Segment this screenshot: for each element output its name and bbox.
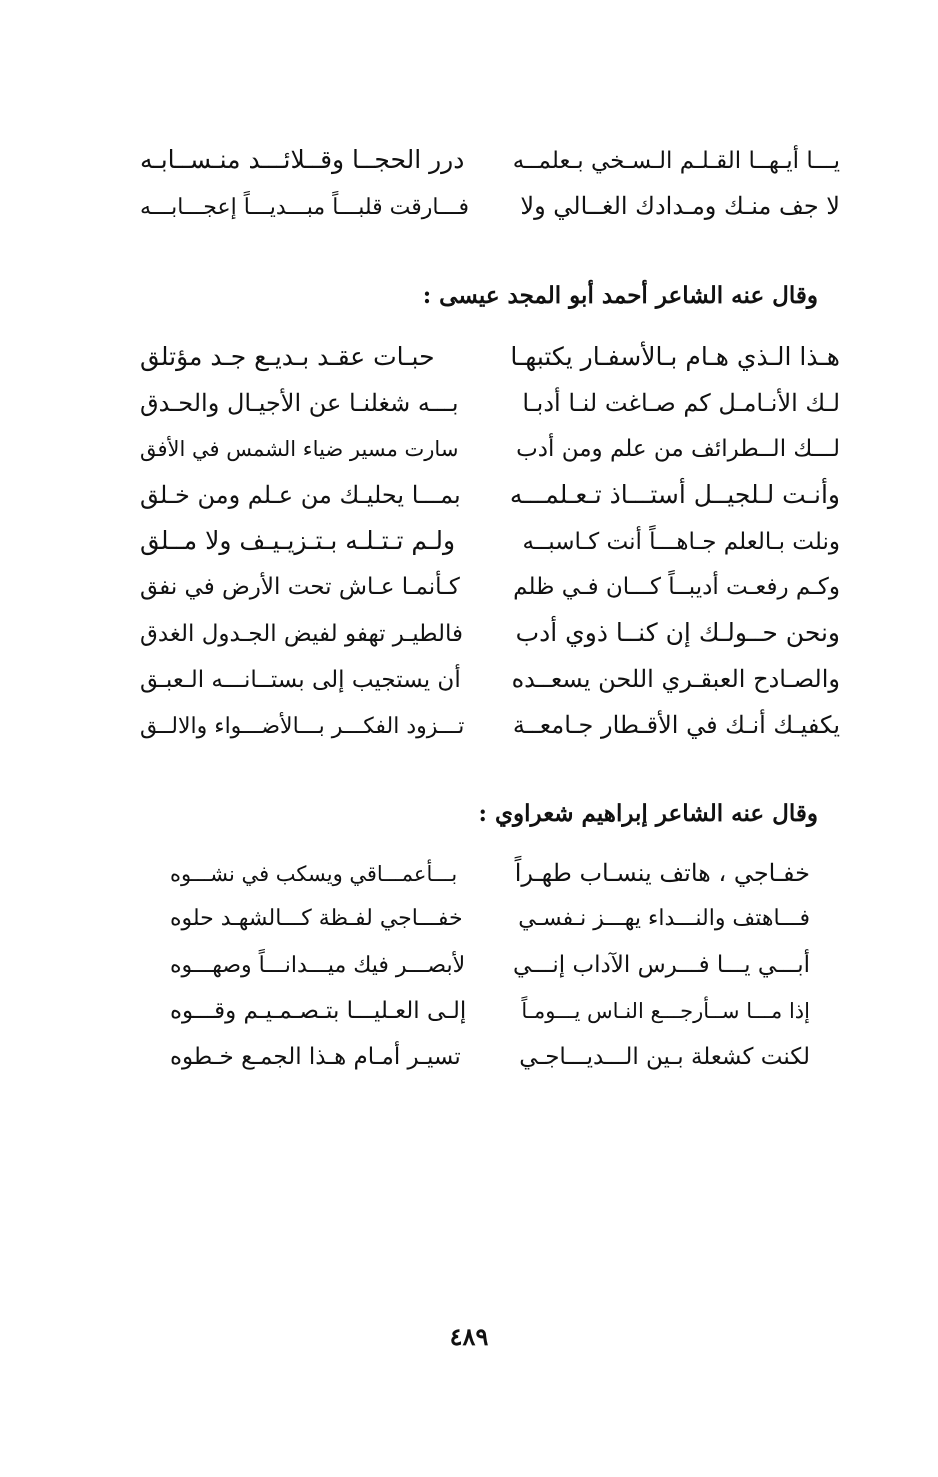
verse <box>140 334 840 380</box>
verse-first-hemistich: يـــا أيـهــا القـلـم الـسـخي بـعلمــه <box>512 148 840 174</box>
verse-first-hemistich: وكـم رفعـت أديبــاً كـــان فـي ظلم <box>513 574 840 600</box>
poem-intro-ibrahim-shaarawi: وقال عنه الشاعر إبراهيم شعراوي : <box>478 800 818 827</box>
verse-second-hemistich: بـــه شغلنـا عن الأجيـال والحـدق <box>140 389 459 417</box>
verse <box>170 896 810 942</box>
verse-second-hemistich: تسيـر أمـام هـذا الجمـع خـطوه <box>170 1044 461 1070</box>
verse-second-hemistich: كـأنمـا عـاش تحت الأرض في نفق <box>140 574 460 600</box>
verse <box>140 136 840 183</box>
verse-second-hemistich: درر الحجــا وقــلائـــد منـســابـه <box>140 145 465 174</box>
verse-first-hemistich: هـذا الـذي هـام بـالأسفـار يكتبهـا <box>510 342 840 371</box>
verse <box>140 702 840 748</box>
poem-intro-ahmad-abu-al-majd: وقال عنه الشاعر أحمد أبو المجد عيسى : <box>422 282 818 309</box>
verse-second-hemistich: حبـات عقـد بـديـع جـد مؤتلق <box>140 342 435 371</box>
verse-first-hemistich: ونلت بـالعلم جـاهـــاً أنت كـاسبــه <box>522 529 840 555</box>
verse-second-hemistich: لأبصـــر فيك ميـــدانـــاً وصهـــوه <box>170 953 466 978</box>
verse-first-hemistich: لـك الأنـامـل كم صـاغت لنـا أدبـا <box>522 389 840 417</box>
verse <box>170 850 810 896</box>
verse <box>140 380 840 426</box>
verse-first-hemistich: لـــك الــطرائف من علم ومن أدب <box>516 436 840 462</box>
verse <box>140 183 840 230</box>
poem-opening <box>140 136 840 230</box>
verse <box>140 656 840 702</box>
verse-first-hemistich: إذا مـــا ســأرجـــع النـاس يـــومـاً <box>521 999 810 1023</box>
verse-first-hemistich: فـــاهتف والنـــداء يهـــز نـفسـي <box>518 906 810 931</box>
verse <box>140 472 840 518</box>
verse-second-hemistich: فـــارقت قلبـــاً مبـــديـــاً إعجـــابـــه <box>140 195 469 220</box>
verse-first-hemistich: لكنت كشعلة بـين الـــديـــاجـي <box>519 1044 810 1070</box>
verse-second-hemistich: تـــزود الفكـــر بـــالأضـــواء والالــق <box>140 714 465 739</box>
page-number: ٤٨٩ <box>449 1322 489 1351</box>
verse-second-hemistich: فالطيـر تهفو لفيض الجـدول الغدق <box>140 621 464 647</box>
verse-first-hemistich: أبـــي يـــا فـــرس الآداب إنـــي <box>513 952 810 978</box>
poem-ibrahim-shaarawi <box>170 850 810 1080</box>
verse-first-hemistich: وأنـت لـلجيــل أستـــاذ تـعـلمـــه <box>509 480 840 509</box>
verse-first-hemistich: لا جف منـك ومـدادك الغــالي ولا <box>520 192 840 220</box>
verse <box>170 1034 810 1080</box>
verse-first-hemistich: والصـادح العبقـري اللحن يسعــده <box>511 665 840 693</box>
verse-second-hemistich: سارت مسير ضياء الشمس في الأفق <box>140 437 459 461</box>
verse-second-hemistich: إلـى العـليـــا بتـصـمـيـم وقـــوه <box>170 998 467 1024</box>
verse-first-hemistich: يكفيـك أنـك في الأقـطار جـامعــة <box>512 711 840 739</box>
verse <box>170 942 810 988</box>
verse-second-hemistich: أن يستجيب إلى بستــانـــه الـعبـق <box>140 667 461 693</box>
verse-first-hemistich: ونحن حــولـك إن كنــا ذوي أدب <box>515 618 840 647</box>
verse-second-hemistich: خفـــاجي لفـظة كـــالشهـد حلوه <box>170 906 463 931</box>
verse <box>140 610 840 656</box>
verse <box>140 564 840 610</box>
verse-second-hemistich: ولـم تـتـلـه بـتـزيـيـف ولا مــلق <box>140 526 456 555</box>
verse <box>140 518 840 564</box>
verse <box>140 426 840 472</box>
verse-second-hemistich: بمـــا يحليـك من عـلم ومن خـلق <box>140 481 461 509</box>
verse-first-hemistich: خفـاجي ، هاتف ينسـاب طهـراً <box>514 859 810 887</box>
verse <box>170 988 810 1034</box>
verse-second-hemistich: بـــأعمـــاقي ويسكب في نشـــوه <box>170 862 458 886</box>
poem-ahmad-abu-al-majd <box>140 334 840 748</box>
